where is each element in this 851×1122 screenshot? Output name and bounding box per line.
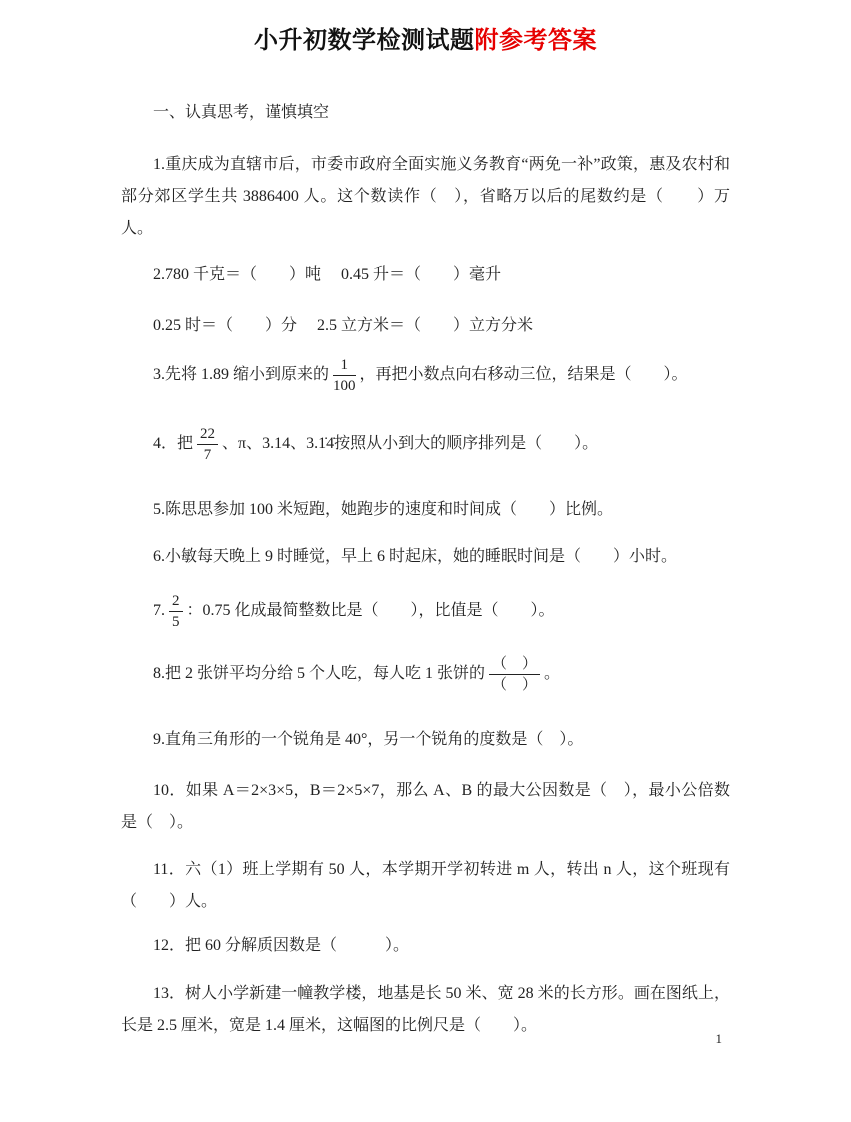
section-heading: 一、认真思考，谨慎填空	[153, 104, 330, 121]
question-2-line-1: 2.780 千克＝（ ）吨 0.45 升＝（ ）毫升	[153, 266, 502, 283]
question-9: 9.直角三角形的一个锐角是 40°，另一个锐角的度数是（ ）。	[153, 731, 584, 748]
question-6: 6.小敏每天晚上 9 时睡觉，早上 6 时起床，她的睡眠时间是（ ）小时。	[153, 548, 678, 565]
page-number: 1	[715, 1031, 722, 1046]
fraction-1-100	[333, 356, 356, 395]
question-13: 13．树人小学新建一幢教学楼，地基是长 50 米、宽 28 米的长方形。画在图纸上，长是 2.5 厘米，宽是 1.4 厘米，这幅图的比例尺是（ ）。	[121, 985, 730, 1034]
question-10: 10．如果 A＝2×3×5，B＝2×5×7，那么 A、B 的最大公因数是（ ），最小公倍数是（ ）。	[121, 782, 730, 831]
fraction-blank-blank	[489, 655, 540, 694]
question-8	[121, 655, 730, 694]
question-3	[121, 356, 730, 395]
page-title	[121, 26, 730, 56]
fraction-numerator: （ ）	[489, 655, 540, 675]
question-11: 11．六（1）班上学期有 50 人，本学期开学初转进 m 人，转出 n 人，这个班现有（ ）人。	[121, 861, 730, 910]
fraction-22-7	[197, 425, 218, 464]
question-2-line-2: 0.25 时＝（ ）分 2.5 立方米＝（ ）立方分米	[153, 317, 534, 334]
question-7	[121, 592, 730, 631]
page-title-answer-note: 附参考答案	[474, 27, 597, 54]
question-8-text-pre: 8.把 2 张饼平均分给 5 个人吃，每人吃 1 张饼的	[153, 665, 486, 683]
question-4	[121, 425, 730, 464]
question-7-text-pre: 7.	[153, 602, 165, 620]
fraction-2-5	[169, 592, 183, 631]
question-4-text-pre: 4．把	[153, 435, 194, 453]
question-7-text-post: ：0.75 化成最简整数比是（ ），比值是（ ）。	[186, 602, 555, 620]
question-1: 1.重庆成为直辖市后，市委市政府全面实施义务教育“两免一补”政策，惠及农村和部分郊区学生共 3886400 人。这个数读作（ ），省略万以后的尾数约是（ ）万人。	[121, 156, 730, 237]
question-4-text-post: 、π、3.14、3.1̇4̇按照从小到大的顺序排列是（ ）。	[222, 435, 599, 453]
page-title-main: 小升初数学检测试题	[254, 27, 475, 54]
question-3-text-pre: 3.先将 1.89 缩小到原来的	[153, 366, 330, 384]
question-12: 12．把 60 分解质因数是（ ）。	[153, 937, 410, 954]
fraction-denominator: （ ）	[492, 677, 538, 693]
fraction-denominator: 5	[172, 614, 180, 630]
fraction-denominator: 7	[203, 447, 212, 463]
question-3-text-post: ，再把小数点向右移动三位，结果是（ ）。	[359, 366, 688, 384]
fraction-numerator: 22	[197, 425, 218, 445]
fraction-numerator: 2	[169, 592, 183, 612]
question-8-text-post: 。	[544, 665, 561, 683]
question-5: 5.陈思思参加 100 米短跑，她跑步的速度和时间成（ ）比例。	[153, 501, 614, 518]
fraction-numerator: 1	[333, 356, 356, 376]
document-content	[121, 0, 730, 1042]
fraction-denominator: 100	[333, 378, 356, 394]
